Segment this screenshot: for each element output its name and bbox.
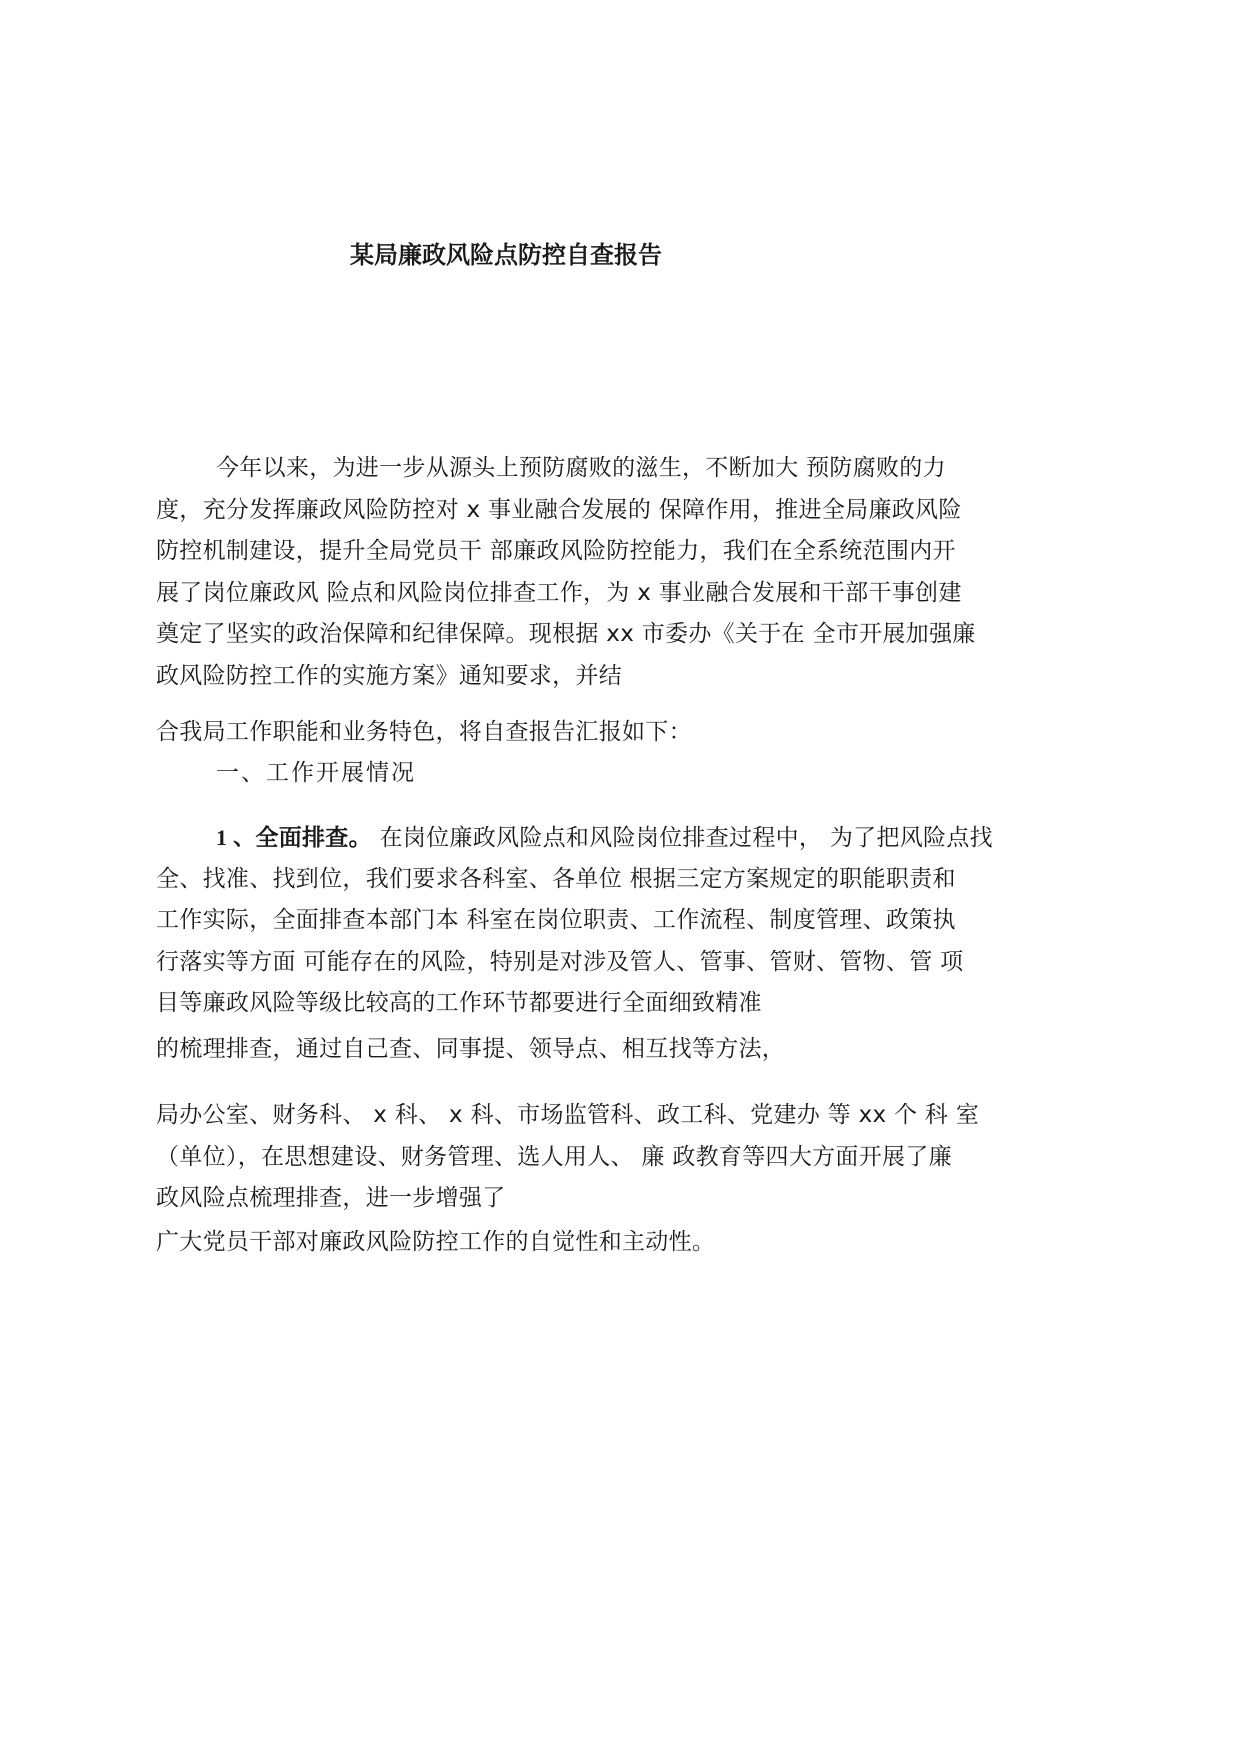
item1-number: 1 、 <box>216 825 256 850</box>
intro-line: 展了岗位廉政风 险点和风险岗位排查工作，为 x 事业融合发展和干部干事创建 <box>156 579 962 606</box>
para2 <box>156 1029 1076 1071</box>
intro-line: 度，充分发挥廉政风险防控对 x 事业融合发展的 保障作用，推进全局廉政风险 <box>156 496 962 523</box>
section-heading-text: 一、工作开展情况 <box>216 760 416 786</box>
para3-line: 局办公室、财务科、 x 科、 x 科、市场监管科、政工科、党建办 等 xx 个 科 室 <box>156 1102 980 1128</box>
report-title: 某局廉政风险点防控自查报告 <box>350 241 662 269</box>
item1-paragraph <box>156 817 1076 1025</box>
item1-line: 目等廉政风险等级比较高的工作环节都要进行全面细致精准 <box>156 990 762 1016</box>
para4-line: 广大党员干部对廉政风险防控工作的自觉性和主动性。 <box>156 1229 716 1255</box>
intro-line: 今年以来，为进一步从源头上预防腐败的滋生，不断加大 预防腐败的力 <box>216 455 946 481</box>
item1-line: 全、找准、找到位，我们要求各科室、各单位 根据三定方案规定的职能职责和 <box>156 865 956 892</box>
item1-line: 工作实际，全面排查本部门本 科室在岗位职责、工作流程、制度管理、政策执 <box>156 907 956 933</box>
para3-line: （单位），在思想建设、财务管理、选人用人、 廉 政教育等四大方面开展了廉 <box>156 1143 952 1170</box>
intro-line: 防控机制建设，提升全局党员干 部廉政风险防控能力，我们在全系统范围内开 <box>156 538 956 564</box>
intro-paragraph <box>156 448 1076 697</box>
intro-continuation <box>156 712 1076 754</box>
intro-line: 政风险防控工作的实施方案》通知要求，并结 <box>156 662 622 689</box>
section-heading <box>156 753 1076 795</box>
intro-line: 奠定了坚实的政治保障和纪律保障。现根据 xx 市委办《关于在 全市开展加强廉 <box>156 621 976 647</box>
item1-line: 行落实等方面 可能存在的风险，特别是对涉及管人、管事、管财、管物、管 项 <box>156 948 964 975</box>
para3 <box>156 1095 1076 1220</box>
para4 <box>156 1222 1076 1264</box>
para3-line: 政风险点梳理排查，进一步增强了 <box>156 1185 506 1211</box>
item1-label: 全面排查。 <box>255 825 372 851</box>
item1-first-line-text: 在岗位廉政风险点和风险岗位排查过程中， 为了把风险点找 <box>371 825 993 851</box>
intro-continuation-line: 合我局工作职能和业务特色，将自查报告汇报如下： <box>156 719 692 745</box>
item1-first-line <box>156 817 1076 859</box>
para2-line: 的梳理排查，通过自己查、同事提、领导点、相互找等方法， <box>156 1036 786 1062</box>
